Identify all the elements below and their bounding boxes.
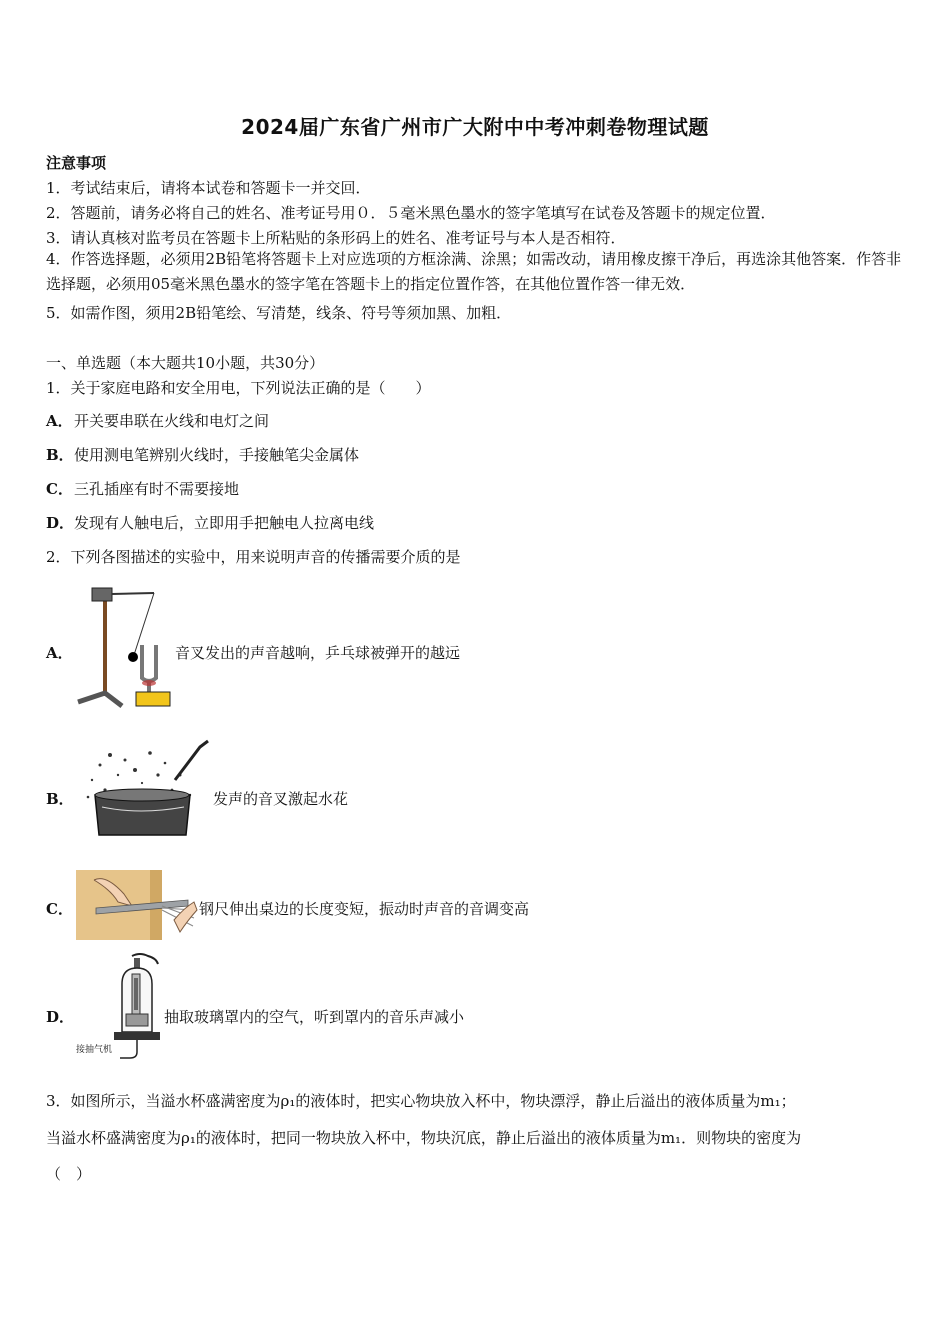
pump-label: 接抽气机 bbox=[76, 1045, 113, 1055]
q2-option-b-text: 发声的音叉激起水花 bbox=[213, 790, 349, 808]
q2-option-a-text: 音叉发出的声音越响，乒乓球被弹开的越远 bbox=[175, 644, 461, 662]
tuning-fork-ball-figure bbox=[76, 580, 172, 714]
water-splash-figure bbox=[80, 735, 212, 839]
notice-item-3: 3．请认真核对监考员在答题卡上所粘贴的条形码上的姓名、准考证号与本人是否相符． bbox=[46, 229, 626, 247]
page-title: 2024届广东省广州市广大附中中考冲刺卷物理试题 bbox=[241, 115, 709, 139]
q2-option-b-letter: B． bbox=[46, 790, 74, 808]
q2-option-c-text: 钢尺伸出桌边的长度变短，振动时声音的音调变高 bbox=[199, 900, 530, 918]
q3-line-2: 当溢水杯盛满密度为ρ₁的液体时，把同一物块放入杯中，物块沉底，静止后溢出的液体质量为m₁．则物块的密度为 bbox=[46, 1129, 802, 1147]
q1-option-a-text: 开关要串联在火线和电灯之间 bbox=[74, 412, 270, 430]
q3-line-1: 3．如图所示，当溢水杯盛满密度为ρ₁的液体时，把实心物块放入杯中，物块漂浮，静止后溢出的液体质量为m₁； bbox=[46, 1092, 796, 1110]
q2-option-d-text: 抽取玻璃罩内的空气，听到罩内的音乐声减小 bbox=[164, 1008, 465, 1026]
q2-option-a-letter: A． bbox=[46, 644, 73, 662]
q1-option-a-letter: A． bbox=[46, 412, 73, 430]
steel-ruler-figure bbox=[76, 870, 198, 940]
notice-item-1: 1．考试结束后，请将本试卷和答题卡一并交回． bbox=[46, 179, 371, 197]
q1-option-b-text: 使用测电笔辨别火线时，手接触笔尖金属体 bbox=[74, 446, 360, 464]
q3-line-3: （ ） bbox=[46, 1165, 92, 1183]
notice-item-5: 5．如需作图，须用2B铅笔绘、写清楚，线条、符号等须加黑、加粗． bbox=[46, 304, 512, 322]
q1-option-c-letter: C． bbox=[46, 480, 73, 498]
notice-item-4: 4．作答选择题，必须用2B铅笔将答题卡上对应选项的方框涂满、涂黑；如需改动，请用橡皮擦干净后，再选涂其他答案．作答非选择题，必须用05毫米黑色墨水的签字笔在答题卡上的指定位置作答，在其他位置作答一律无效． bbox=[46, 250, 902, 293]
q1-stem: 1．关于家庭电路和安全用电，下列说法正确的是（ ） bbox=[46, 379, 431, 397]
q2-option-d-letter: D． bbox=[46, 1008, 75, 1026]
q1-option-d-letter: D． bbox=[46, 514, 75, 532]
notice-heading: 注意事项 bbox=[46, 154, 107, 172]
q1-option-c-text: 三孔插座有时不需要接地 bbox=[74, 480, 240, 498]
notice-item-2: 2．答题前，请务必将自己的姓名、准考证号用０．５毫米黑色墨水的签字笔填写在试卷及答题卡的规定位置． bbox=[46, 204, 776, 222]
section-heading: 一、单选题（本大题共10小题，共30分） bbox=[46, 354, 325, 372]
bell-jar-figure bbox=[112, 952, 162, 1060]
q1-option-d-text: 发现有人触电后，立即用手把触电人拉离电线 bbox=[74, 514, 375, 532]
q2-option-c-letter: C． bbox=[46, 900, 73, 918]
q1-option-b-letter: B． bbox=[46, 446, 74, 464]
q2-stem: 2．下列各图描述的实验中，用来说明声音的传播需要介质的是 bbox=[46, 548, 461, 566]
